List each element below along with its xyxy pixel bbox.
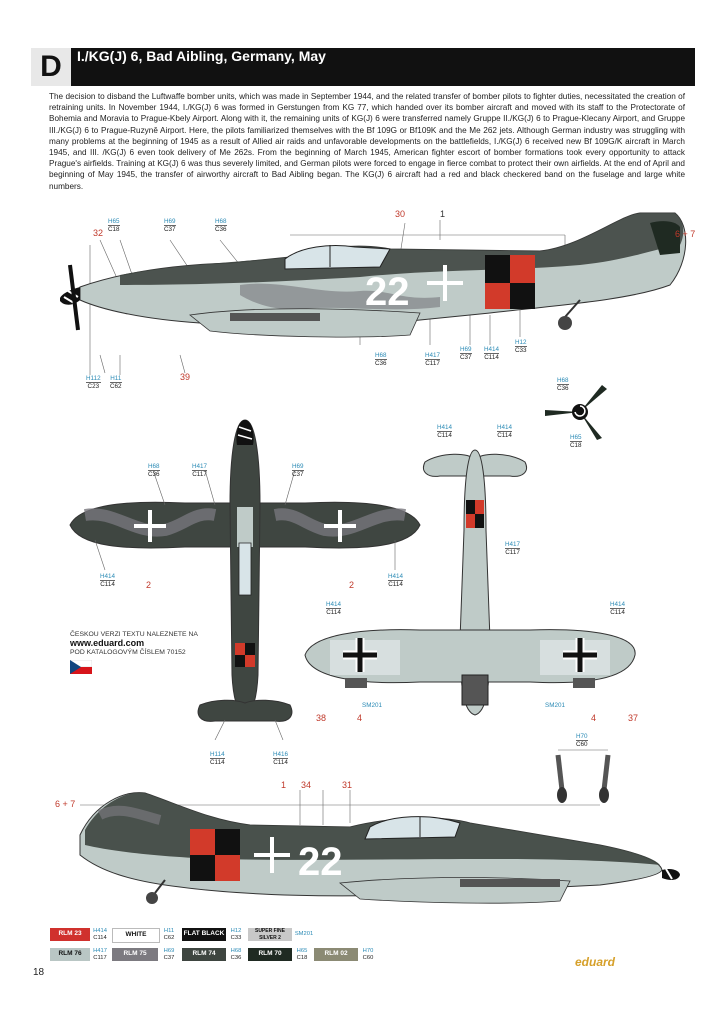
paint-code: H65 C18	[108, 218, 120, 233]
callout-number: 6 + 7	[55, 799, 76, 809]
paint-code: H417 C117	[505, 541, 521, 556]
page-number: 18	[33, 967, 45, 978]
paint-code: H417 C117	[425, 352, 441, 367]
paint-code: H112 C23	[86, 375, 101, 390]
paint-code: H69 C37	[292, 463, 304, 478]
paint-code: H12 C33	[515, 339, 527, 354]
paint-code: H114 C114	[210, 751, 225, 766]
callout-number: 31	[342, 780, 353, 790]
callout-number: 1	[281, 780, 287, 790]
paint-code: SM201	[362, 702, 382, 709]
bottom-view-drawing	[300, 440, 640, 720]
callout-number: 4	[357, 713, 363, 723]
paint-code: H414 C114	[610, 601, 626, 616]
paint-code: H416 C114	[273, 751, 289, 766]
paint-code: H11 C62	[110, 375, 122, 390]
paint-code: H65 C18	[570, 434, 582, 449]
swatch-super-fine-silver: SUPER FINE SILVER 2	[248, 928, 292, 941]
swatch-rlm70: RLM 70	[248, 948, 292, 961]
swatch-flat-black: FLAT BLACK	[182, 928, 226, 941]
paint-code: H68 C36	[375, 352, 387, 367]
swatch-white: WHITE	[112, 928, 160, 943]
callout-number: 37	[628, 713, 639, 723]
swatch-rlm76: RLM 76	[50, 948, 90, 961]
profile-letter: D	[31, 48, 71, 86]
paint-code: H68 C36	[557, 377, 569, 392]
paint-code: H69 C37	[164, 218, 176, 233]
fuselage-number: 22	[365, 270, 410, 314]
callout-number: 6 + 7	[675, 229, 696, 239]
swatch-rlm02: RLM 02	[314, 948, 358, 961]
profile-description: The decision to disband the Luftwaffe bomber units, which was made in September 1944, and the related transfer of bomber pilots to fighter duties, necessitated the creation of retraining units. In November 1944, I./KG(J) 6 was formed in Gerstungen from KG 77, which handed over its bomber aircraft and moved with its staff to the Protectorate of Bohemia and Moravia to Prague-Kbely Airport. Along with it, the remaining units of KG(J) 6 were transferred namely Gruppe II./KG(J) 6 to Prague-Klecany Airport, and Gruppe III./KG(J) 6 to Prague-Ruzyně Airport. Here, the pilots familiarized themselves with the Bf 109G or Bf109K and the Me 262 jets. Although German industry was struggling with many problems at the beginning of 1945 as a result of Allied air raids and unfavorable developments on the battlefields, I./KG(J) 6 received new Bf 109G/K aircraft in March 1945, and III. /KG(J) 6 even took delivery of Me 262s. From the beginning of March 1945, American fighter escort of bomber formations took every opportunity to attack Prague's airfields. Training at KG(J) 6 was thus severely limited, and German pilots were forced to engage in fierce combat to protect their own airfields. At the end of April and beginning of May 1945, the transfer of airworthy aircraft to Bad Aibling began. The KG(J) 6 aircraft had a red and black checkered band on the fuselage and large white numbers.	[49, 92, 685, 191]
czech-note: ČESKOU VERZI TEXTU NALEZNETE NA www.eduard.com POD KATALOGOVÝM ČÍSLEM 70152	[70, 631, 198, 656]
paint-code: H70 C60	[576, 733, 588, 748]
eduard-logo: eduard	[575, 955, 616, 969]
color-legend: RLM 23 H414 C114 WHITE H11 C62 FLAT BLACK H12 C33 SUPER FINE SILVER 2 SM201 RLM 76 H417 C117 RLM 75 H69 C37 RLM 74 H68 C36 RLM 70 H65 C18 RLM 02 H70 C60	[50, 928, 710, 968]
czech-flag-icon	[70, 660, 92, 674]
profile-header	[31, 48, 695, 86]
paint-code: H69 C37	[460, 346, 472, 361]
callout-number: 30	[395, 209, 406, 219]
paint-code: H414 C114	[484, 346, 500, 361]
callout-number: 38	[316, 713, 327, 723]
callout-number: 2	[349, 580, 355, 590]
paint-code: H414 C114	[497, 424, 513, 439]
swatch-rlm23: RLM 23	[50, 928, 90, 941]
paint-code: H68 C36	[215, 218, 227, 233]
paint-code: H414 C114	[437, 424, 453, 439]
callout-number: 4	[591, 713, 597, 723]
fuselage-number-right: 22	[298, 840, 343, 884]
swatch-rlm74: RLM 74	[182, 948, 226, 961]
profile-title: I./KG(J) 6, Bad Aibling, Germany, May	[77, 48, 326, 64]
callout-number: 1	[440, 209, 446, 219]
callout-number: 2	[146, 580, 152, 590]
propeller-drawing	[540, 380, 620, 440]
paint-code: H68 C36	[148, 463, 160, 478]
paint-code: H414 C114	[326, 601, 342, 616]
paint-code: H417 C117	[192, 463, 208, 478]
callout-number: 34	[301, 780, 312, 790]
swatch-rlm75: RLM 75	[112, 948, 158, 961]
paint-code: SM201	[545, 702, 565, 709]
paint-code: H414 C114	[388, 573, 404, 588]
eduard-url[interactable]: www.eduard.com	[70, 638, 145, 648]
callout-number: 32	[93, 228, 104, 238]
right-profile-drawing	[40, 775, 690, 925]
paint-code: H414 C114	[100, 573, 116, 588]
callout-number: 39	[180, 372, 191, 382]
